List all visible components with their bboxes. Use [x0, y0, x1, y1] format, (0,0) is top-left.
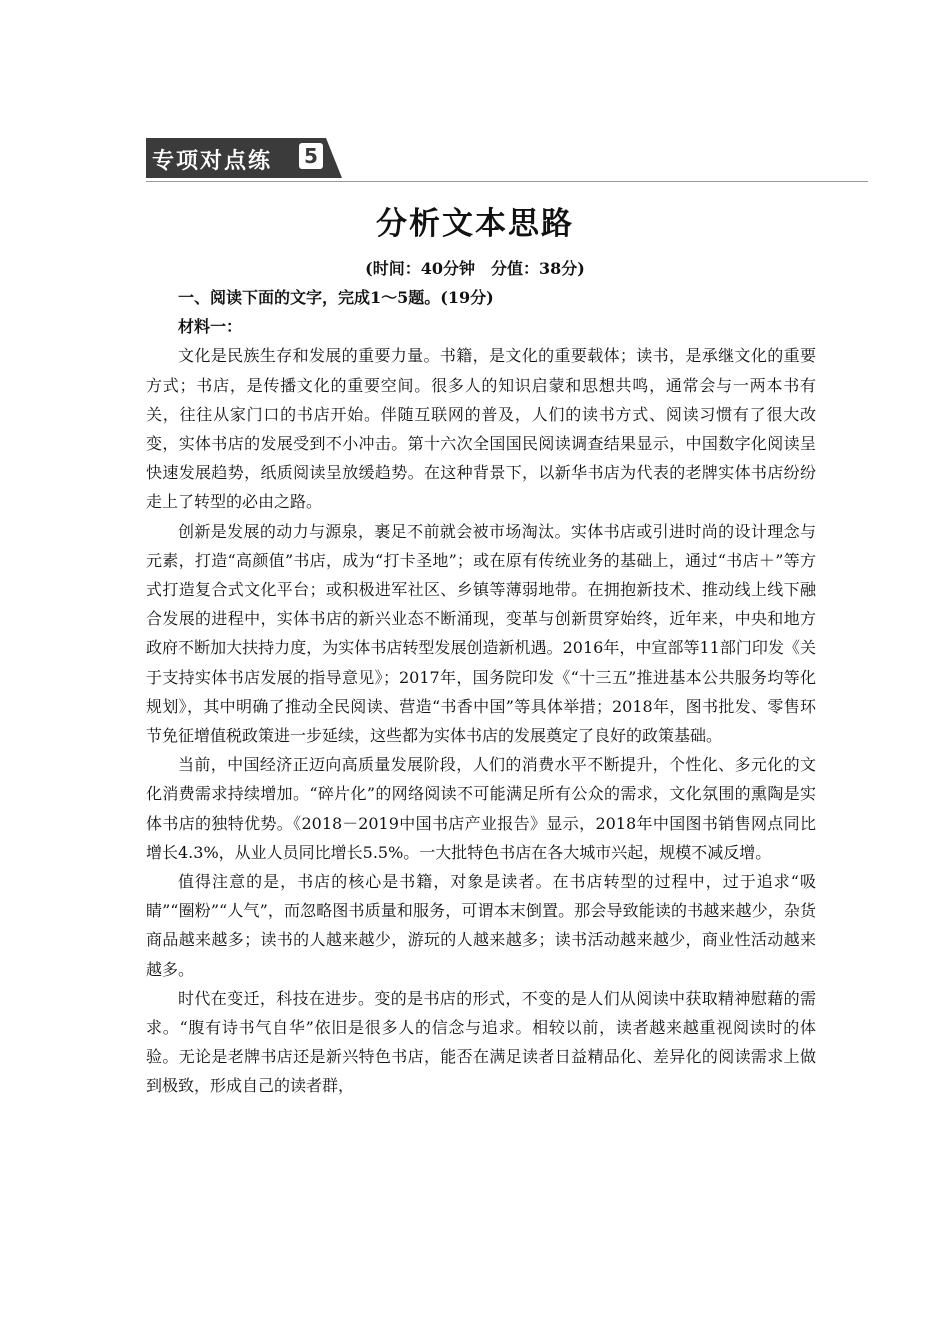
- header-rule: [146, 181, 868, 182]
- section-banner: [146, 138, 342, 178]
- paragraph-5: 时代在变迁，科技在进步。变的是书店的形式，不变的是人们从阅读中获取精神慰藉的需求。“腹有诗书气自华”依旧是很多人的信念与追求。相较以前，读者越来越重视阅读时的体验。无论是老牌书店还是新兴特色书店，能否在满足读者日益精品化、差异化的阅读需求上做到极致，形成自己的读者群，: [146, 988, 816, 1096]
- paragraph-2: 创新是发展的动力与源泉，裹足不前就会被市场淘汰。实体书店或引进时尚的设计理念与元素，打造“高颜值”书店，成为“打卡圣地”；或在原有传统业务的基础上，通过“书店＋”等方式打造复合式文化平台；或积极进军社区、乡镇等薄弱地带。在拥抱新技术、推动线上线下融合发展的进程中，实体书店的新兴业态不断涌现，变革与创新贯穿始终，近年来，中央和地方政府不断加大扶持力度，为实体书店转型发展创造新机遇。2016年，中宣部等11部门印发《关于支持实体书店发展的指导意见》；2017年，国务院印发《“十三五”推进基本公共服务均等化规划》，其中明确了推动全民阅读、营造“书香中国”等具体举措；2018年，图书批发、零售环节免征增值税政策进一步延续，这些都为实体书店的发展奠定了良好的政策基础。: [146, 521, 816, 746]
- paragraph-4: 值得注意的是，书店的核心是书籍，对象是读者。在书店转型的过程中，过于追求“吸睛”“圈粉”“人气”，而忽略图书质量和服务，可谓本末倒置。那会导致能读的书越来越少，杂货商品越来越多；读书的人越来越少，游玩的人越来越多；读书活动越来越少，商业性活动越来越多。: [146, 872, 816, 979]
- document-body: [146, 283, 816, 1101]
- paragraph-1: 文化是民族生存和发展的重要力量。书籍，是文化的重要载体；读书，是承继文化的重要方式；书店，是传播文化的重要空间。很多人的知识启蒙和思想共鸣，通常会与一两本书有关，往往从家门口的书店开始。伴随互联网的普及，人们的读书方式、阅读习惯有了很大改变，实体书店的发展受到不小冲击。第十六次全国国民阅读调查结果显示，中国数字化阅读呈快速发展趋势，纸质阅读呈放缓趋势。在这种背景下，以新华书店为代表的老牌实体书店纷纷走上了转型的必由之路。: [146, 346, 816, 512]
- banner-label: 专项对点练: [152, 149, 273, 174]
- time-score-info: (时间：40分钟 分值：38分): [365, 259, 585, 278]
- banner-number: 5: [299, 143, 323, 169]
- question-heading: 一、阅读下面的文字，完成1～5题。(19分): [178, 288, 494, 307]
- page-title: 分析文本思路: [376, 206, 574, 242]
- material-label: 材料一：: [178, 317, 243, 337]
- paragraph-3: 当前，中国经济正迈向高质量发展阶段，人们的消费水平不断提升，个性化、多元化的文化消费需求持续增加。“碎片化”的网络阅读不可能满足所有公众的需求，文化氛围的熏陶是实体书店的独特优势。《2018－2019中国书店产业报告》显示，2018年中国图书销售网点同比增长4.3%，从业人员同比增长5.5%。一大批特色书店在各大城市兴起，规模不减反增。: [146, 755, 816, 862]
